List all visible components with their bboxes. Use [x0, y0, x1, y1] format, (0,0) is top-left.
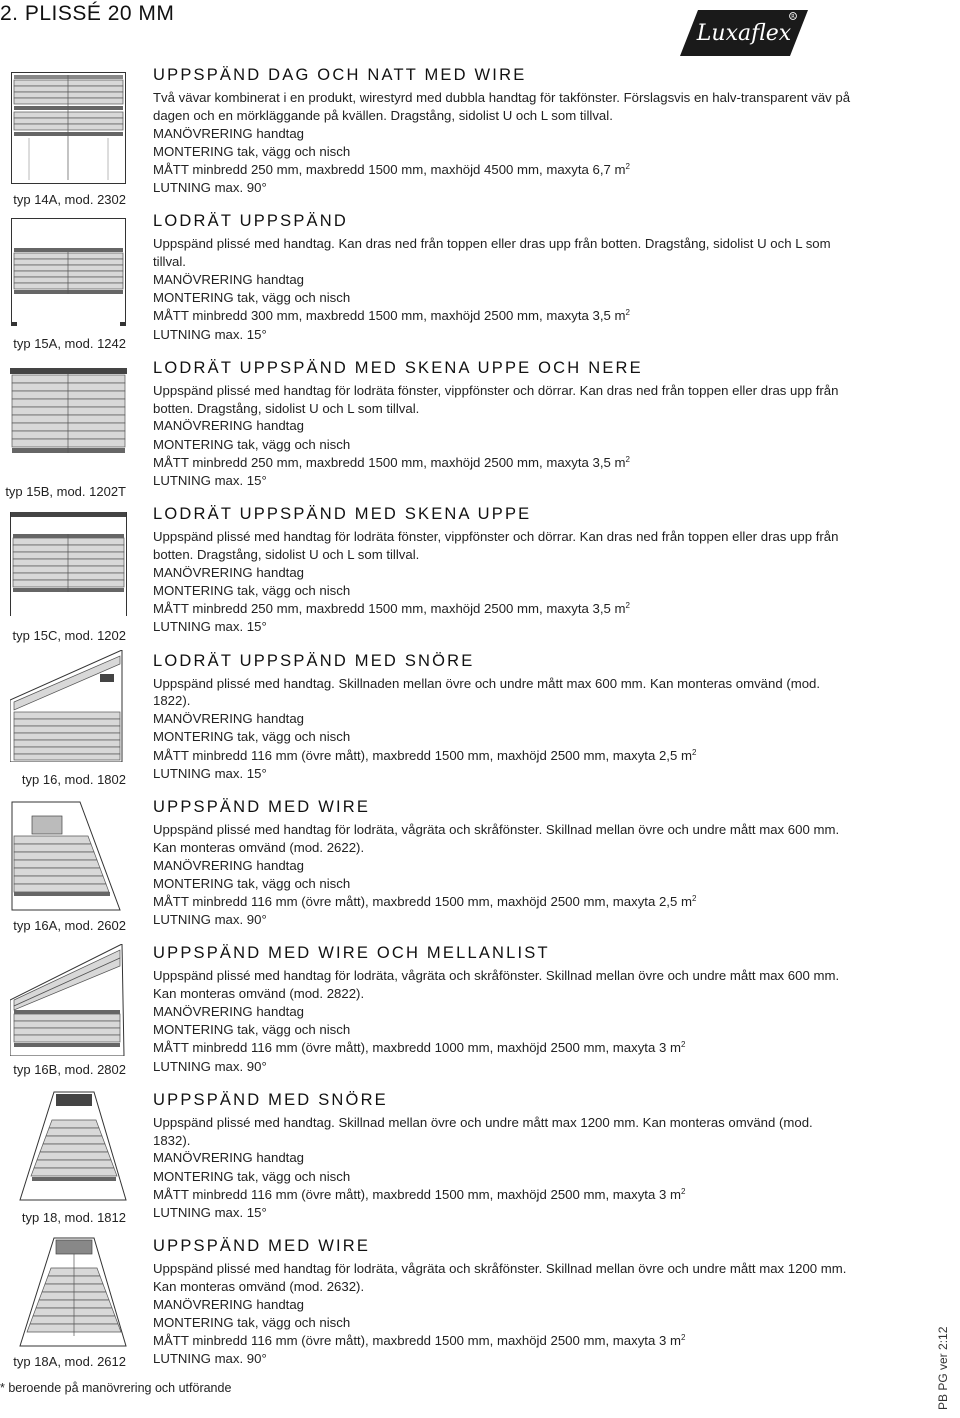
section-heading: UPPSPÄND DAG OCH NATT MED WIRE	[153, 66, 527, 84]
spec-label: LUTNING	[153, 619, 211, 635]
spec-section	[153, 359, 853, 490]
spec-value: minbredd 116 mm (övre mått), maxbredd 1500 mm, maxhöjd 2500 mm, maxyta 3 m	[192, 1186, 681, 1202]
spec-label: MONTERING	[153, 729, 234, 745]
spec-manovrering	[153, 417, 853, 435]
superscript: 2	[680, 1040, 686, 1050]
spec-value: handtag	[256, 1150, 304, 1166]
section-heading: UPPSPÄND MED SNÖRE	[153, 1090, 388, 1109]
spec-label: MONTERING	[153, 583, 234, 599]
spec-label: LUTNING	[153, 473, 211, 489]
section-heading: LODRÄT UPPSPÄND MED SNÖRE	[153, 651, 475, 670]
product-illustrations	[0, 0, 140, 1418]
section-heading: UPPSPÄND MED WIRE	[153, 1237, 371, 1256]
spec-label: MANÖVRERING	[153, 857, 253, 873]
spec-matt	[153, 600, 853, 618]
spec-matt	[153, 161, 853, 179]
spec-section	[153, 1237, 853, 1368]
spec-value: handtag	[256, 857, 304, 873]
version-label: PB PG ver 2:12	[936, 1326, 950, 1410]
spec-value: tak, vägg och nisch	[237, 143, 351, 159]
section-description: Uppspänd plissé med handtag för lodräta, vågräta och skråfönster. Skillnad mellan övre och undre mått max 1200 mm. Kan monteras omvänd (mod. 2632).	[153, 1261, 847, 1295]
spec-value: max. 15°	[214, 619, 267, 635]
spec-montering	[153, 143, 853, 161]
section-heading: LODRÄT UPPSPÄND	[153, 212, 348, 231]
blind-illustration-icon	[11, 218, 126, 330]
spec-label: MONTERING	[153, 1022, 234, 1038]
product-caption: typ 16, mod. 1802	[21, 772, 126, 787]
luxaflex-logo	[674, 6, 808, 62]
spec-value: minbredd 250 mm, maxbredd 1500 mm, maxhöjd 4500 mm, maxyta 6,7 m	[192, 162, 626, 177]
spec-manovrering	[153, 1296, 853, 1314]
spec-value: handtag	[256, 125, 304, 141]
spec-label: MÅTT	[153, 894, 189, 910]
spec-lutning	[153, 1350, 853, 1368]
product-16a	[0, 800, 140, 940]
spec-value: handtag	[256, 1296, 304, 1312]
spec-lutning	[153, 179, 853, 197]
spec-label: MANÖVRERING	[153, 272, 253, 287]
blind-illustration-icon	[11, 72, 126, 184]
section-heading: UPPSPÄND MED WIRE	[153, 798, 371, 817]
product-18a	[0, 1236, 140, 1376]
section-heading: LODRÄT UPPSPÄND MED SKENA UPPE OCH NERE	[153, 358, 643, 377]
spec-montering	[153, 582, 853, 600]
product-caption: typ 18A, mod. 2612	[13, 1354, 126, 1369]
spec-label: MANÖVRERING	[153, 418, 253, 434]
spec-montering	[153, 1168, 853, 1186]
blind-illustration-icon	[10, 650, 125, 762]
product-15b	[0, 368, 140, 504]
section-description: Uppspänd plissé med handtag. Skillnad mellan övre och undre mått max 1200 mm. Kan monteras omvänd (mod. 1832).	[153, 1114, 813, 1148]
section-description: Uppspänd plissé med handtag för lodräta fönster, vippfönster och dörrar. Kan dras ned från toppen eller dras upp från botten. Dragstång, sidolist U och L som tillval.	[153, 529, 839, 563]
spec-label: MONTERING	[153, 1168, 234, 1184]
spec-montering	[153, 875, 853, 893]
spec-value: minbredd 250 mm, maxbredd 1500 mm, maxhöjd 2500 mm, maxyta 3,5 m	[192, 601, 626, 617]
section-heading: LODRÄT UPPSPÄND MED SKENA UPPE	[153, 505, 532, 524]
product-15c	[0, 512, 140, 652]
product-caption: typ 14A, mod. 2302	[13, 192, 126, 207]
superscript: 2	[625, 454, 630, 464]
superscript: 2	[625, 308, 630, 318]
spec-manovrering	[153, 564, 853, 582]
spec-label: MONTERING	[153, 290, 234, 306]
spec-label: MANÖVRERING	[153, 1150, 253, 1166]
spec-lutning	[153, 472, 853, 490]
spec-label: MÅTT	[153, 1186, 189, 1202]
spec-manovrering	[153, 857, 853, 875]
superscript: 2	[691, 894, 697, 904]
spec-section	[153, 798, 853, 929]
spec-matt	[153, 747, 853, 765]
spec-value: handtag	[256, 1004, 304, 1020]
spec-label: LUTNING	[153, 1058, 211, 1074]
superscript: 2	[625, 162, 630, 171]
section-description: Uppspänd plissé med handtag. Kan dras ned från toppen eller dras upp från botten. Dragstång, sidolist U och L som tillval.	[153, 236, 831, 270]
spec-label: LUTNING	[153, 180, 211, 196]
spec-value: minbredd 116 mm (övre mått), maxbredd 1500 mm, maxhöjd 2500 mm, maxyta 3 m	[192, 1333, 681, 1349]
spec-montering	[153, 436, 853, 454]
spec-value: tak, vägg och nisch	[237, 1022, 351, 1038]
spec-section	[153, 66, 853, 197]
spec-label: MÅTT	[153, 601, 189, 617]
spec-value: max. 90°	[214, 1058, 267, 1074]
product-caption: typ 15C, mod. 1202	[12, 628, 126, 643]
spec-label: MONTERING	[153, 436, 234, 452]
spec-lutning	[153, 326, 853, 344]
spec-lutning	[153, 1204, 853, 1222]
product-caption: typ 15A, mod. 1242	[13, 336, 126, 351]
spec-value: minbredd 116 mm (övre mått), maxbredd 1500 mm, maxhöjd 2500 mm, maxyta 2,5 m	[192, 894, 692, 910]
spec-label: LUTNING	[153, 1351, 211, 1367]
spec-matt	[153, 1039, 853, 1057]
spec-label: MÅTT	[153, 454, 189, 470]
spec-label: MANÖVRERING	[153, 125, 253, 141]
spec-label: MÅTT	[153, 747, 189, 763]
spec-value: handtag	[256, 711, 304, 727]
spec-montering	[153, 728, 853, 746]
blind-illustration-icon	[10, 944, 127, 1056]
blind-illustration-icon	[10, 368, 127, 468]
spec-value: tak, vägg och nisch	[237, 436, 351, 452]
superscript: 2	[680, 1186, 686, 1196]
spec-value: handtag	[256, 418, 304, 434]
spec-section	[153, 1091, 853, 1222]
spec-section	[153, 505, 853, 636]
product-caption: typ 16B, mod. 2802	[13, 1062, 126, 1077]
product-15a	[0, 218, 140, 358]
spec-manovrering	[153, 1003, 853, 1021]
logo-text: Luxaflex	[696, 21, 792, 46]
spec-label: MANÖVRERING	[153, 1004, 253, 1020]
spec-value: max. 15°	[214, 765, 267, 781]
footnote: * beroende på manövrering och utförande	[0, 1381, 232, 1395]
spec-value: minbredd 116 mm (övre mått), maxbredd 1500 mm, maxhöjd 2500 mm, maxyta 2,5 m	[192, 747, 692, 763]
product-caption: typ 15B, mod. 1202T	[5, 484, 126, 499]
spec-value: max. 90°	[214, 180, 267, 196]
section-heading: UPPSPÄND MED WIRE OCH MELLANLIST	[153, 944, 550, 963]
spec-label: MÅTT	[153, 308, 189, 324]
section-description: Två vävar kombinerat i en produkt, wirestyrd med dubbla handtag för takfönster. Förslagsvis en halv-transparent väv på dagen och en mörkläggande på kvällen. Dragstång, sidolist U och L som tillval.	[153, 90, 851, 123]
spec-value: max. 15°	[214, 473, 267, 489]
spec-label: MÅTT	[153, 162, 189, 177]
spec-montering	[153, 289, 853, 307]
spec-matt	[153, 1332, 853, 1350]
spec-label: MÅTT	[153, 1333, 189, 1349]
spec-label: LUTNING	[153, 1205, 211, 1221]
spec-value: tak, vägg och nisch	[237, 875, 351, 891]
spec-section	[153, 652, 853, 783]
spec-label: MANÖVRERING	[153, 1296, 253, 1312]
product-18	[0, 1090, 140, 1230]
spec-label: LUTNING	[153, 765, 211, 781]
spec-section	[153, 212, 853, 343]
spec-value: tak, vägg och nisch	[237, 583, 351, 599]
blind-illustration-icon	[10, 512, 127, 622]
spec-label: LUTNING	[153, 912, 211, 928]
section-description: Uppspänd plissé med handtag för lodräta, vågräta och skråfönster. Skillnad mellan övre och undre mått max 600 mm. Kan monteras omvänd (mod. 2822).	[153, 968, 840, 1002]
spec-manovrering	[153, 271, 853, 289]
page-title: 2. PLISSÉ 20 MM	[0, 2, 175, 25]
svg-text:R: R	[791, 14, 795, 21]
spec-value: max. 90°	[214, 912, 267, 928]
spec-label: MONTERING	[153, 1315, 234, 1331]
spec-value: handtag	[256, 272, 304, 287]
spec-value: handtag	[256, 564, 304, 580]
superscript: 2	[625, 601, 630, 611]
spec-value: tak, vägg och nisch	[237, 290, 351, 306]
spec-label: MONTERING	[153, 143, 234, 159]
spec-manovrering	[153, 125, 853, 143]
spec-section	[153, 944, 853, 1075]
product-caption: typ 18, mod. 1812	[21, 1210, 126, 1225]
spec-value: tak, vägg och nisch	[237, 729, 351, 745]
product-14a	[0, 72, 140, 212]
superscript: 2	[680, 1333, 686, 1343]
spec-value: minbredd 116 mm (övre mått), maxbredd 1000 mm, maxhöjd 2500 mm, maxyta 3 m	[192, 1040, 681, 1056]
spec-value: tak, vägg och nisch	[237, 1168, 351, 1184]
spec-lutning	[153, 1058, 853, 1076]
spec-label: MANÖVRERING	[153, 711, 253, 727]
spec-label: MÅTT	[153, 1040, 189, 1056]
spec-value: minbredd 250 mm, maxbredd 1500 mm, maxhöjd 2500 mm, maxyta 3,5 m	[192, 454, 626, 470]
spec-montering	[153, 1314, 853, 1332]
spec-matt	[153, 893, 853, 911]
spec-value: minbredd 300 mm, maxbredd 1500 mm, maxhöjd 2500 mm, maxyta 3,5 m	[192, 308, 626, 324]
spec-lutning	[153, 618, 853, 636]
spec-value: max. 90°	[214, 1351, 267, 1367]
product-caption: typ 16A, mod. 2602	[13, 918, 126, 933]
spec-manovrering	[153, 1149, 853, 1167]
spec-label: MONTERING	[153, 875, 234, 891]
spec-manovrering	[153, 710, 853, 728]
specifications-column	[153, 66, 853, 1384]
spec-label: MANÖVRERING	[153, 564, 253, 580]
product-16b	[0, 944, 140, 1084]
spec-montering	[153, 1021, 853, 1039]
spec-label: LUTNING	[153, 326, 211, 342]
superscript: 2	[691, 747, 697, 757]
spec-matt	[153, 307, 853, 325]
spec-lutning	[153, 911, 853, 929]
spec-value: max. 15°	[214, 1205, 267, 1221]
spec-value: tak, vägg och nisch	[237, 1315, 351, 1331]
section-description: Uppspänd plissé med handtag för lodräta, vågräta och skråfönster. Skillnad mellan övre och undre mått max 600 mm. Kan monteras omvänd (mod. 2622).	[153, 822, 840, 855]
blind-illustration-icon	[10, 800, 122, 912]
product-16	[0, 650, 140, 800]
blind-illustration-icon	[18, 1090, 128, 1202]
spec-matt	[153, 1186, 853, 1204]
section-description: Uppspänd plissé med handtag för lodräta fönster, vippfönster och dörrar. Kan dras ned från toppen eller dras upp från botten. Dragstång, sidolist U och L som tillval.	[153, 382, 839, 416]
spec-lutning	[153, 765, 853, 783]
spec-matt	[153, 454, 853, 472]
spec-value: max. 15°	[214, 326, 267, 342]
section-description: Uppspänd plissé med handtag. Skillnaden mellan övre och undre mått max 600 mm. Kan monteras omvänd (mod. 1822).	[153, 675, 821, 709]
blind-illustration-icon	[18, 1236, 128, 1348]
